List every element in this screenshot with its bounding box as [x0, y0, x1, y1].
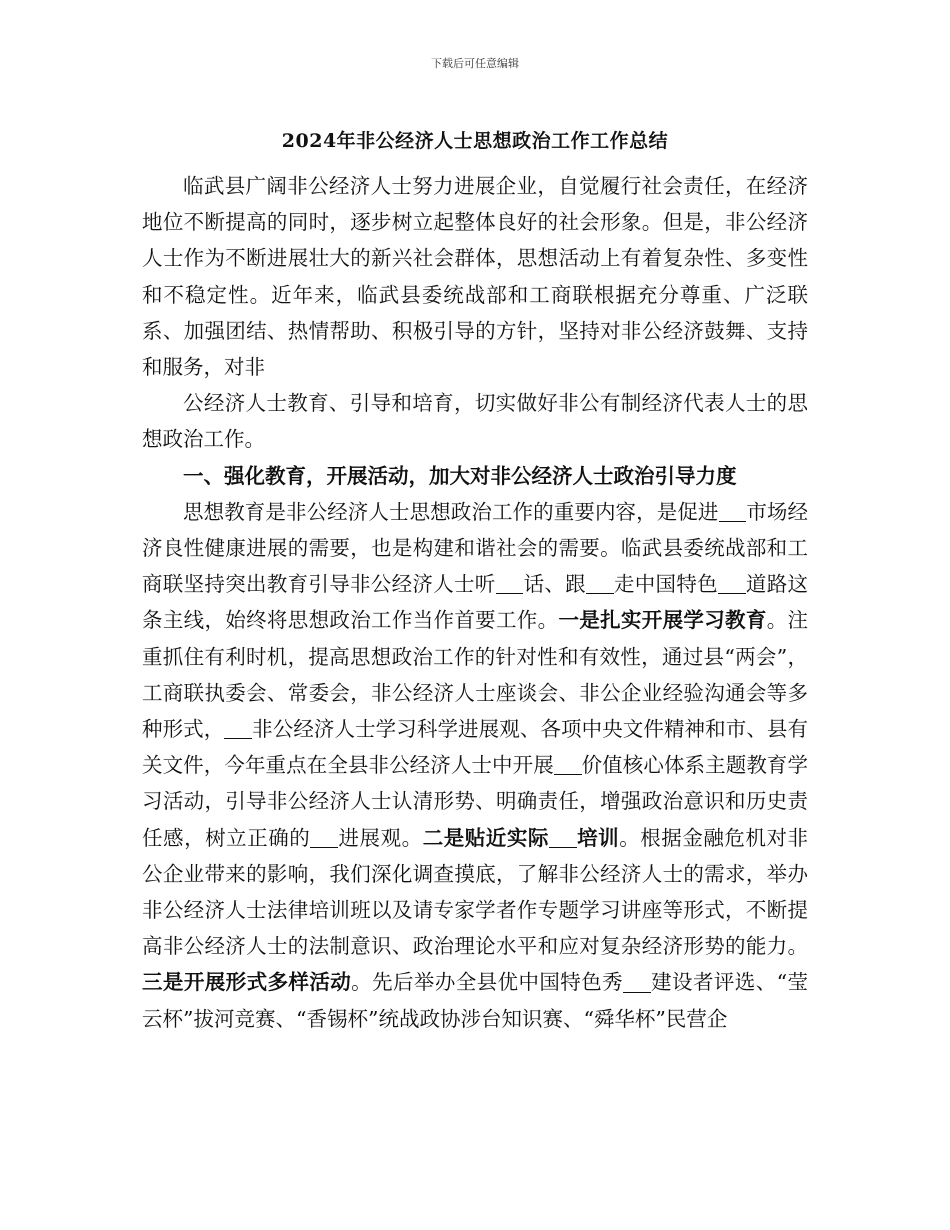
paragraph-intro: 临武县广阔非公经济人士努力进展企业，自觉履行社会责任，在经济地位不断提高的同时，逐步树立起整体良好的社会形象。但是，非公经济人士作为不断进展壮大的新兴社会群体，思想活动上有着复杂性、多变性和不稳定性。近年来，临武县委统战部和工商联根据充分尊重、广泛联系、加强团结、热情帮助、积极引导的方针，坚持对非公经济鼓舞、支持和服务，对非: [142, 174, 808, 380]
text-segment: 。根据金融危机对非公企业带来的影响，我们深化调查摸底，了解非公经济人士的需求，举办非公经济人士法律培训班以及请专家学者作专题学习讲座等形式，不断提高非公经济人士的法制意识、政治理论水平和应对复杂经济形势的能力。: [142, 825, 809, 959]
bold-point-2-text-end: 培训: [576, 825, 620, 850]
text-segment: 。先后举办全县优中国特色秀: [351, 970, 624, 995]
page-header-note: 下载后可任意编辑: [431, 57, 519, 70]
paragraph-intro-continued: 公经济人士教育、引导和培育，切实做好非公有制经济代表人士的思想政治工作。: [142, 391, 808, 452]
text-segment: 思想教育是非公经济人士思想政治工作的重要内容，是促进: [183, 499, 719, 524]
paragraph-section-1: [142, 494, 808, 1037]
blank-line: [224, 718, 252, 740]
section-heading-1: 一、强化教育，开展活动，加大对非公经济人士政治引导力度: [183, 463, 737, 488]
text-segment: 进展观。: [337, 825, 423, 850]
text-segment: 市场经济良性健康进展的需要，也是构建和谐社会的需要。临武县委统战部和工商联坚持突出教育引导非公经济人士听: [142, 499, 809, 597]
blank-line: [586, 573, 614, 595]
blank-line: [719, 500, 747, 522]
bold-point-2: [423, 826, 620, 850]
text-segment: 话、跟: [523, 572, 586, 597]
bold-point-2-text: 二是贴近实际: [422, 825, 549, 850]
blank-line: [718, 573, 746, 595]
bold-point-3: 三是开展形式多样活动: [142, 970, 352, 995]
text-segment: 。注重抓住有利时机，提高思想政治工作的针对性和有效性，通过县“两会”，工商联执委会、常委会，非公经济人士座谈会、非公企业经验沟通会等多种形式，: [142, 608, 809, 742]
text-segment: 建设者评选、“莹云杯”拔河竞赛、“香锡杯”统战政协涉台知识赛、“舜华杯”民营企: [142, 970, 809, 1031]
blank-line: [554, 754, 582, 776]
blank-line: [623, 971, 651, 993]
text-segment: 价值核心体系主题教育学习活动，引导非公经济人士认清形势、明确责任，增强政治意识和历史责任感，树立正确的: [142, 753, 809, 850]
text-segment: 非公经济人士学习科学进展观、各项中央文件精神和市、县有关文件，今年重点在全县非公经济人士中开展: [142, 717, 809, 778]
blank-line: [496, 573, 524, 595]
text-segment: 走中国特色: [613, 572, 718, 597]
bold-point-1: 一是扎实开展学习教育: [558, 608, 767, 633]
document-body: [142, 168, 808, 1037]
document-title: 2024年非公经济人士思想政治工作工作总结: [281, 130, 669, 152]
text-segment: 道路这条主线，始终将思想政治工作当作首要工作。: [142, 572, 809, 633]
blank-line: [549, 826, 577, 848]
blank-line: [310, 826, 338, 848]
